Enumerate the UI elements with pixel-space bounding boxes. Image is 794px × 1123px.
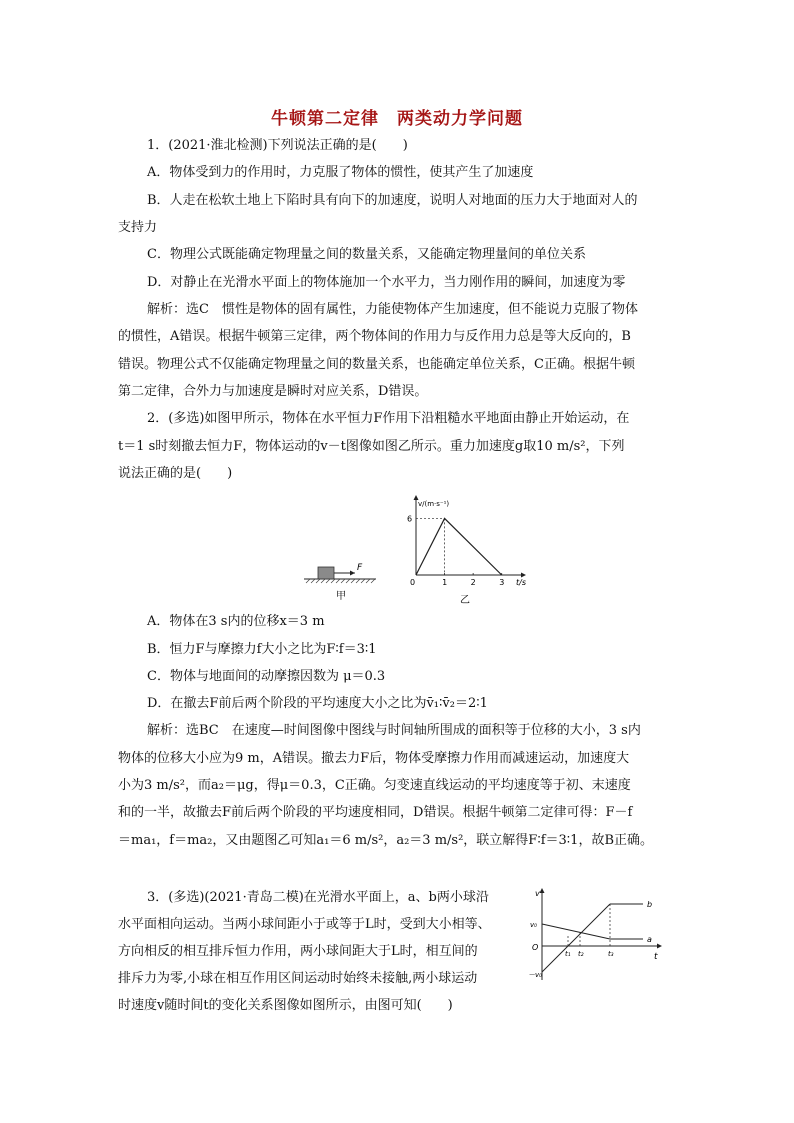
q3-line-b-increasing	[542, 904, 610, 972]
q3-line-a-label: a	[647, 935, 652, 944]
figure-yi-vt-chart	[400, 495, 530, 607]
ground-hatching	[306, 579, 375, 583]
q3-t3-label: t₃	[608, 950, 614, 958]
origin-label: 0	[410, 578, 416, 587]
q1-analysis-line3: 错误。物理公式不仅能确定物理量之间的数量关系，也能确定单位关系，C正确。根据牛顿	[118, 357, 635, 372]
q2-analysis-line2: 物体的位移大小应为9 m，A错误。撤去力F后，物体受摩擦力作用而减速运动，加速度大	[118, 751, 630, 766]
title-part2: 两类动力学问题	[397, 109, 523, 129]
y-tick-label-6: 6	[407, 514, 413, 524]
q3-x-label: t	[654, 952, 658, 962]
q3-neg-v0-label: －v₀	[528, 971, 542, 979]
q1-option-b-line2: 支持力	[118, 220, 158, 235]
q3-origin-label: O	[532, 943, 539, 952]
q2-option-b: B．恒力F与摩擦力f大小之比为F∶f＝3∶1	[147, 642, 377, 657]
q2-option-a: A．物体在3 s内的位移x＝3 m	[147, 614, 325, 629]
q1-analysis-line2: 的惯性，A错误。根据牛顿第三定律，两个物体间的作用力与反作用力总是等大反向的，B	[118, 329, 631, 344]
q3-stem-line5: 时速度v随时间t的变化关系图像如图所示，由图可知( )	[118, 998, 453, 1013]
x-axis-arrow	[521, 573, 526, 578]
q1-analysis-line1: 解析：选C 惯性是物体的固有属性，力能使物体产生加速度，但不能说力克服了物体	[147, 302, 638, 317]
q3-y-axis-arrow	[540, 888, 545, 893]
x-tick-label-2: 2	[470, 578, 476, 587]
q1-stem: 1．(2021·淮北检测)下列说法正确的是( )	[147, 138, 408, 153]
q2-analysis-line1: 解析：选BC 在速度—时间图像中图线与时间轴所围成的面积等于位移的大小，3 s内	[147, 723, 641, 738]
force-label: F	[357, 563, 363, 573]
block-object	[318, 567, 334, 579]
figure-yi-caption: 乙	[460, 595, 470, 606]
q3-line-a-decreasing	[542, 924, 610, 939]
chart-marks	[407, 514, 504, 587]
q3-v0-label: v₀	[530, 921, 537, 929]
q1-option-b-line1: B．人走在松软土地上下陷时具有向下的加速度，说明人对地面的压力大于地面对人的	[147, 193, 638, 208]
title-part1: 牛顿第二定律	[271, 109, 379, 129]
velocity-line	[416, 518, 502, 575]
q3-stem-line3: 方向相反的相互排斥恒力作用，两小球间距大于L时，相互间的	[118, 944, 478, 959]
q3-t2-label: t₂	[578, 950, 584, 958]
x-tick-label-3: 3	[499, 578, 505, 587]
q3-stem-line1: 3．(多选)(2021·青岛二模)在光滑水平面上，a、b两小球沿	[147, 890, 489, 905]
q2-option-d: D．在撤去F前后两个阶段的平均速度大小之比为v̄₁∶v̄₂＝2∶1	[147, 696, 488, 711]
q2-analysis-line5: ＝ma₁，f＝ma₂，又由题图乙可知a₁＝6 m/s²，a₂＝3 m/s²，联立解得F∶f＝3∶1，故B正确。	[118, 833, 653, 848]
page-title	[0, 104, 794, 129]
q1-option-d: D．对静止在光滑水平面上的物体施加一个水平力，当力刚作用的瞬间，加速度为零	[147, 275, 626, 290]
q3-t1-label: t₁	[565, 950, 571, 958]
q2-analysis-line4: 和的一半，故撤去F前后两个阶段的平均速度相同，D错误。根据牛顿第二定律可得：F－f	[118, 805, 633, 820]
q3-stem-line2: 水平面相向运动。当两小球间距小于或等于L时，受到大小相等、	[118, 917, 491, 932]
q2-analysis-line3: 小为3 m/s²，而a₂＝μg，得μ＝0.3，C正确。匀变速直线运动的平均速度等于初、末速度	[118, 778, 631, 793]
x-axis-label: t/s	[516, 578, 526, 587]
q2-option-c: C．物体与地面间的动摩擦因数为 μ＝0.3	[147, 669, 386, 684]
x-tick-label-1: 1	[442, 578, 448, 587]
q1-analysis-line4: 第二定律，合外力与加速度是瞬时对应关系，D错误。	[118, 384, 428, 399]
figure-q3-vt	[528, 884, 668, 984]
q1-option-a: A．物体受到力的作用时，力克服了物体的惯性，使其产生了加速度	[147, 165, 534, 180]
q2-stem-line1: 2．(多选)如图甲所示，物体在水平恒力F作用下沿粗糙水平地面由静止开始运动，在	[147, 411, 630, 426]
q1-option-c: C．物理公式既能确定物理量之间的数量关系，又能确定物理量间的单位关系	[147, 247, 586, 262]
force-arrow-head	[350, 571, 355, 576]
q2-stem-line2: t＝1 s时刻撤去恒力F，物体运动的v－t图像如图乙所示。重力加速度g取10 m/s²，下列	[118, 439, 625, 454]
y-axis-label: v/(m·s⁻¹)	[418, 500, 450, 508]
q3-x-axis-arrow	[657, 944, 662, 949]
figure-jia	[300, 555, 380, 605]
q3-y-label: v	[535, 889, 540, 898]
q2-stem-line3: 说法正确的是( )	[118, 466, 233, 481]
figure-jia-caption: 甲	[336, 591, 346, 602]
q3-stem-line4: 排斥力为零,小球在相互作用区间运动时始终未接触,两小球运动	[118, 971, 478, 986]
q3-line-b-label: b	[647, 900, 653, 909]
